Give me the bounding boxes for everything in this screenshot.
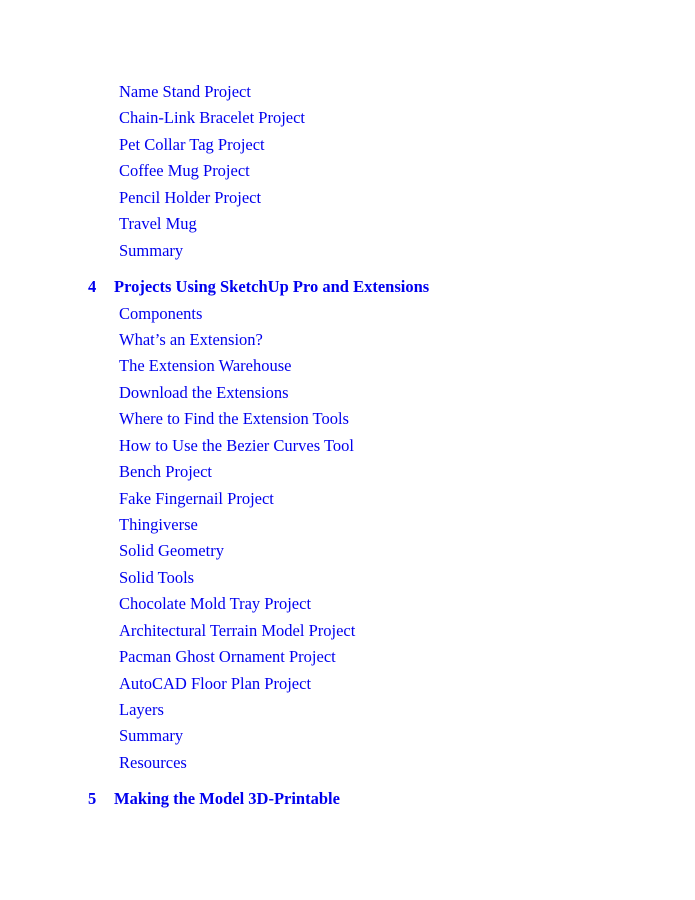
toc-entry-summary[interactable]: Summary xyxy=(119,241,184,260)
chapter-number: 4 xyxy=(88,277,97,296)
toc-entry-bench-project[interactable]: Bench Project xyxy=(119,462,213,481)
toc-entry-pacman-ghost-ornament-project[interactable]: Pacman Ghost Ornament Project xyxy=(119,647,336,666)
toc-entry-summary[interactable]: Summary xyxy=(119,726,184,745)
chapter-heading-4 xyxy=(88,277,429,297)
toc-entry-layers[interactable]: Layers xyxy=(119,700,164,719)
toc-entry-name-stand-project[interactable]: Name Stand Project xyxy=(119,82,251,101)
toc-entry-coffee-mug-project[interactable]: Coffee Mug Project xyxy=(119,161,250,180)
toc-entry-whats-an-extension[interactable]: What’s an Extension? xyxy=(119,330,263,349)
toc-entry-architectural-terrain-model-project[interactable]: Architectural Terrain Model Project xyxy=(119,621,356,640)
chapter-number: 5 xyxy=(88,789,97,808)
toc-entry-components[interactable]: Components xyxy=(119,304,203,323)
toc-entry-solid-geometry[interactable]: Solid Geometry xyxy=(119,541,224,560)
toc-entry-chocolate-mold-tray-project[interactable]: Chocolate Mold Tray Project xyxy=(119,594,312,613)
chapter-title-link[interactable]: Projects Using SketchUp Pro and Extensions xyxy=(114,277,430,296)
toc-entry-extension-warehouse[interactable]: The Extension Warehouse xyxy=(119,356,292,375)
toc-entry-travel-mug[interactable]: Travel Mug xyxy=(119,214,197,233)
toc-entry-autocad-floor-plan-project[interactable]: AutoCAD Floor Plan Project xyxy=(119,674,312,693)
toc-entry-bezier-curves-tool[interactable]: How to Use the Bezier Curves Tool xyxy=(119,436,354,455)
toc-entry-resources[interactable]: Resources xyxy=(119,753,187,772)
toc-entry-download-extensions[interactable]: Download the Extensions xyxy=(119,383,289,402)
chapter-title-link[interactable]: Making the Model 3D-Printable xyxy=(114,789,340,808)
toc-entry-pet-collar-tag-project[interactable]: Pet Collar Tag Project xyxy=(119,135,265,154)
toc-entry-thingiverse[interactable]: Thingiverse xyxy=(119,515,198,534)
toc-entry-chain-link-bracelet-project[interactable]: Chain-Link Bracelet Project xyxy=(119,108,306,127)
toc-entry-fake-fingernail-project[interactable]: Fake Fingernail Project xyxy=(119,489,274,508)
chapter-heading-5 xyxy=(88,789,340,809)
toc-entry-solid-tools[interactable]: Solid Tools xyxy=(119,568,195,587)
toc-entry-pencil-holder-project[interactable]: Pencil Holder Project xyxy=(119,188,262,207)
toc-entry-where-to-find-extension-tools[interactable]: Where to Find the Extension Tools xyxy=(119,409,349,428)
